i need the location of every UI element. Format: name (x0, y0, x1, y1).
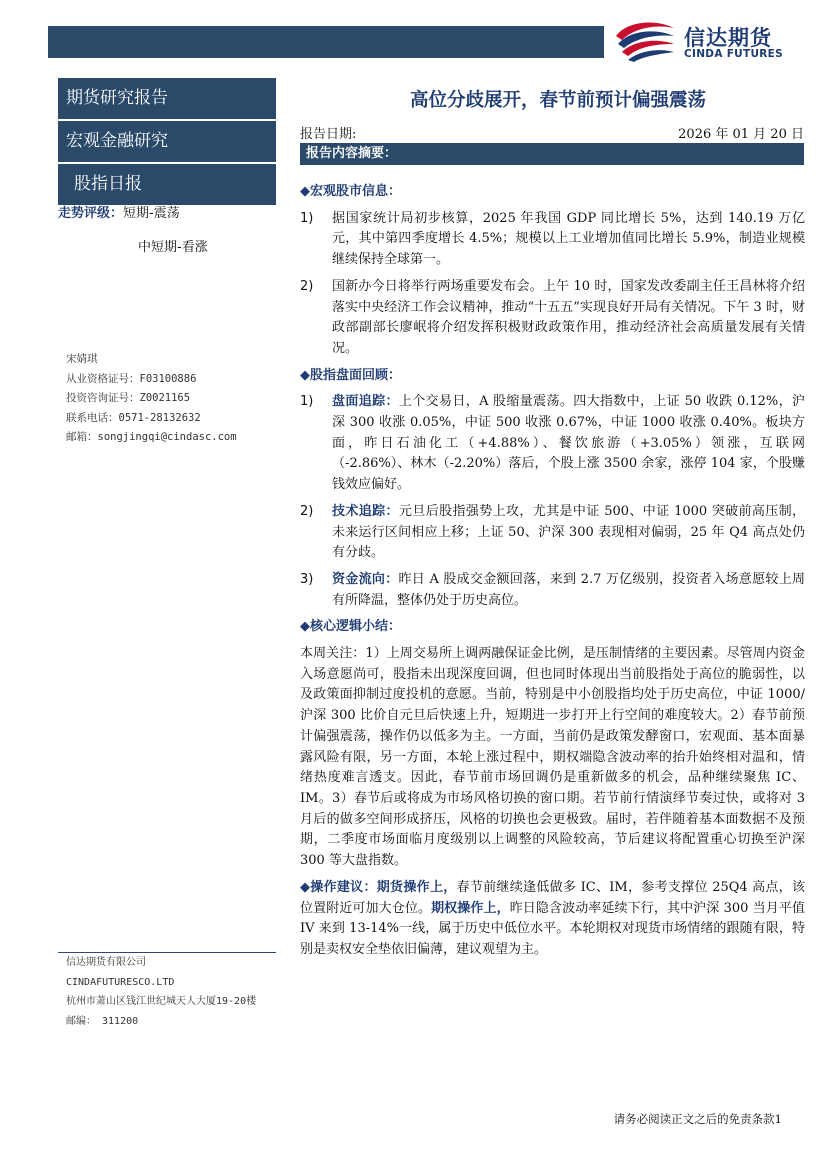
item-number: 1) (300, 394, 314, 410)
list-item (300, 277, 805, 360)
item-number: 3) (300, 571, 314, 587)
item-bold-label: 技术追踪： (332, 503, 399, 519)
logic-text: 本周关注：1）上周交易所上调两融保证金比例，是压制情绪的主要因素。尽管周内资金入场意愿尚可，股指未出现深度回调，但也同时体现出当前股指处于高位的脆弱性，以及政策面抑制过度投机的意愿。当前，特别是中小创股指均处于历史高位，中证 1000/沪深 300 比价自元旦后快速上升，短期进一步打开上行空间的难度较大。2）春节前预计偏强震荡，操作仍以低多为主。一方面，当前仍是政策发酵窗口，宏观面、基本面暴露风险有限，另一方面，本轮上涨过程中，期权端隐含波动率的抬升始终相对温和，情绪热度难言透支。因此，春节前市场回调仍是重新做多的机会，品种继续聚焦 IC、IM。3）春节后或将成为市场风格切换的窗口期。若节前行情演绎节奏过快，或将对 3 月后的做多空间形成挤压，风格的切换也会更极致。届时，若伴随着基本面数据不及预期，二季度市场面临月度级别以上调整的风险较高，节后建议将配置重心切换至沪深 300 等大盘指数。 (300, 646, 805, 869)
analyst-advisory: 投资咨询证号：Z0021165 (66, 392, 191, 404)
date-label: 报告日期: (300, 127, 357, 142)
sidebar-item-macro-research: 宏观金融研究 (58, 121, 276, 164)
logo-text-cn: 信达期货 (684, 26, 772, 50)
analyst-phone: 联系电话：0571-28132632 (66, 411, 201, 424)
rating-short: 短期-震荡 (123, 206, 180, 221)
options-text: 昨日隐含波动率延续下行，其中沪深 300 当月平值 IV 来到 13-14%一线，属于历史中低位水平。本轮期权对现货市场情绪的跟随有限，特别是卖权安全垫依旧偏薄，建议观望为主。 (300, 900, 805, 957)
list-item (300, 502, 805, 564)
rating-medium: 中短期-看涨 (138, 240, 208, 255)
company-address: 杭州市萧山区钱江世纪城天人大厦19-20楼 (66, 996, 257, 1007)
item-text: 上个交易日，A 股缩量震荡。四大指数中，上证 50 收跌 0.12%，沪深 300 收涨 0.05%，中证 500 收涨 0.67%，中证 1000 收涨 0.40%。板块方面，昨日石油化工（+4.88%）、餐饮旅游（+3.05%）领涨，互联网（-2.86%）、林木（-2.20%）落后，个股上涨 3500 余家，涨停 104 家，个股赚钱效应偏好。 (332, 394, 805, 493)
item-number: 2) (300, 278, 314, 294)
list-item (300, 570, 805, 611)
report-title: 高位分歧展开，春节前预计偏强震荡 (409, 90, 706, 111)
futures-text: 春节前继续逢低做多 IC、IM，参考支撑位 25Q4 高点，该位置附近可加大仓位。 (300, 879, 805, 916)
cinda-logo (612, 14, 812, 64)
analyst-info (66, 350, 237, 448)
list-item (300, 392, 805, 496)
advice-paragraph (300, 878, 805, 961)
company-info (58, 952, 276, 1031)
logo-text-en: CINDA FUTURES (684, 48, 784, 60)
company-name-en: CINDAFUTURESCO.LTD (66, 976, 175, 988)
market-heading: ◆股指盘面回顾： (300, 367, 401, 383)
item-text: 据国家统计局初步核算，2025 年我国 GDP 同比增长 5%，达到 140.19 万亿元，其中第四季度增长 4.5%；规模以上工业增加值同比增长 5.9%，制造业规模继续保持全球第一。 (332, 210, 805, 268)
futures-label: 期货操作上， (376, 879, 457, 895)
report-date: 2026 年 01 月 20 日 (678, 127, 804, 142)
macro-heading: ◆宏观股市信息： (300, 184, 401, 199)
disclaimer-footer: 请务必阅读正文之后的免责条款1 (613, 1112, 782, 1126)
sidebar (58, 78, 276, 207)
sidebar-item-futures-report: 期货研究报告 (58, 78, 276, 121)
list-item (300, 209, 805, 271)
report-content (300, 176, 805, 967)
company-name-cn: 信达期货有限公司 (66, 957, 146, 968)
item-text: 元旦后股指强势上攻，尤其是中证 500、中证 1000 突破前高压制，未来运行区间相应上移；上证 50、沪深 300 表现相对偏弱，25 年 Q4 高点处仍有分歧。 (332, 503, 805, 561)
company-postcode: 邮编： 311200 (66, 1015, 139, 1027)
item-bold-label: 盘面追踪： (332, 394, 399, 410)
options-label: 期权操作上， (431, 900, 510, 916)
item-text: 昨日 A 股成交金额回落，来到 2.7 万亿级别，投资者入场意愿较上周有所降温，整体仍处于历史高位。 (332, 571, 805, 608)
header-banner (48, 26, 604, 58)
cinda-emblem-icon (612, 14, 680, 64)
item-text: 国新办今日将举行两场重要发布会。上午 10 时，国家发改委副主任王昌林将介绍落实中央经济工作会议精神，推动“十五五”实现良好开局有关情况。下午 3 时，财政部副部长廖岷将介绍发挥积极财政政策作用，推动经济社会高质量发展有关情况。 (332, 278, 805, 356)
item-number: 2) (300, 503, 314, 519)
summary-header: 报告内容摘要： (300, 143, 804, 165)
advice-heading: ◆操作建议： (300, 879, 377, 895)
item-bold-label: 资金流向： (332, 571, 399, 587)
rating-label: 走势评级： (58, 206, 124, 221)
logic-heading: ◆核心逻辑小结： (300, 619, 401, 635)
sidebar-item-index-daily: 股指日报 (58, 164, 276, 207)
analyst-qualification: 从业资格证号：F03100886 (66, 372, 197, 385)
analyst-name: 宋婧琪 (66, 353, 98, 365)
analyst-email[interactable]: 邮箱：songjingqi@cindasc.com (66, 431, 237, 443)
item-number: 1) (300, 210, 314, 226)
